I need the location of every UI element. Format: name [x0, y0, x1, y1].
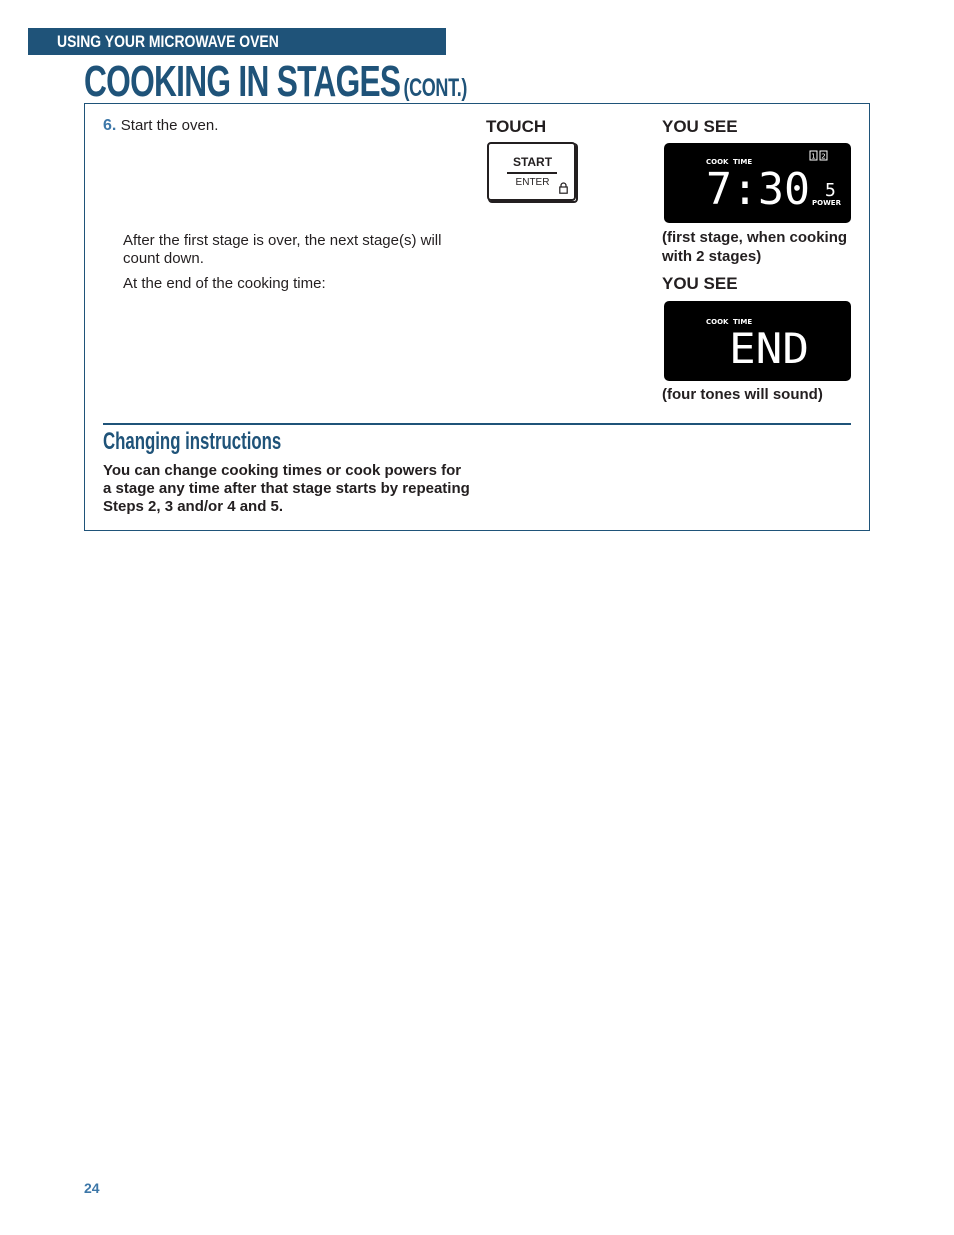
stage-1-indicator: 1	[811, 152, 816, 161]
key-divider	[507, 172, 557, 174]
display1-time-label: TIME	[733, 158, 753, 166]
changing-instructions-text: You can change cooking times or cook powers for a stage any time after that stage starts by repeating Steps 2, 3 and/or 4 and 5.	[103, 462, 470, 515]
display-end-graphic	[664, 301, 851, 381]
touch-heading: TOUCH	[486, 117, 547, 136]
section-banner: USING YOUR MICROWAVE OVEN	[28, 28, 446, 55]
display1-time-readout: 7:30	[706, 164, 810, 215]
changing-instructions-heading: Changing instructions	[103, 428, 282, 455]
step-instruction: Start the oven.	[120, 117, 219, 134]
display1-caption: (first stage, when cooking with 2 stages)	[662, 229, 848, 265]
section-divider	[103, 423, 851, 425]
display1-cook-label: COOK	[706, 158, 729, 166]
page-title	[84, 57, 616, 106]
display2-time-label: TIME	[733, 318, 753, 326]
after-first-stage-text: After the first stage is over, the next stage(s) will count down.	[123, 232, 442, 267]
page-title-cont: (CONT.)	[403, 74, 467, 102]
stage-2-indicator: 2	[821, 152, 826, 161]
step-row	[103, 117, 218, 135]
end-of-cooking-text: At the end of the cooking time:	[123, 275, 326, 292]
display1-power-label: POWER	[812, 199, 841, 207]
display2-cook-label: COOK	[706, 318, 729, 326]
display-end	[664, 301, 851, 381]
key-enter-label: ENTER	[515, 177, 550, 188]
display-cook-time-graphic	[664, 143, 851, 223]
page-title-main: COOKING IN STAGES	[84, 57, 401, 106]
start-enter-key[interactable]	[487, 142, 576, 201]
page-number: 24	[84, 1180, 100, 1196]
display1-power-level: 5	[825, 180, 836, 201]
display2-end-readout: END	[729, 324, 809, 373]
lock-icon	[559, 182, 568, 194]
key-start-label: START	[512, 155, 553, 169]
display2-caption: (four tones will sound)	[662, 386, 823, 403]
you-see-heading-2: YOU SEE	[662, 274, 738, 293]
display-cook-time	[664, 143, 851, 223]
you-see-heading: YOU SEE	[662, 117, 738, 136]
step-number: 6.	[103, 117, 117, 134]
